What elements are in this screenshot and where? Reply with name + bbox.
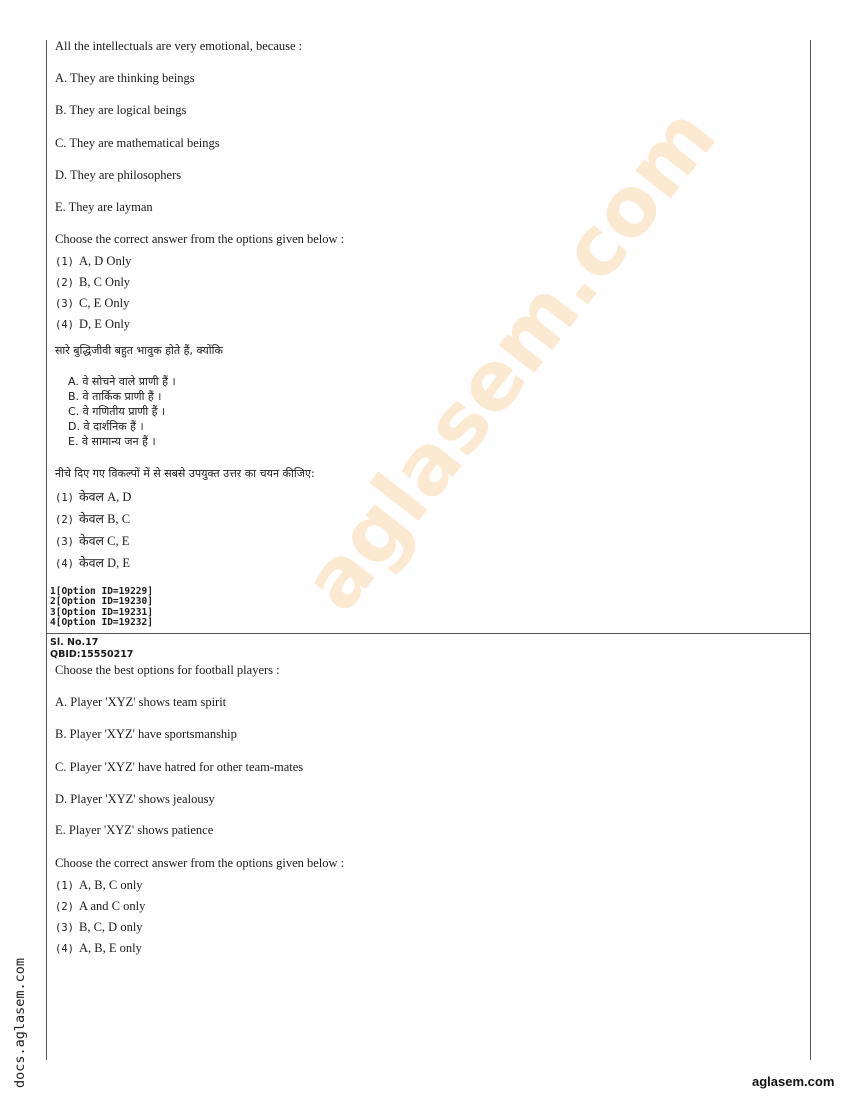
option-a: A. Player 'XYZ' shows team spirit (55, 695, 227, 709)
answer-number: (3) (55, 922, 74, 934)
answer-number: (2) (55, 901, 74, 913)
answer-text: A, D Only (79, 254, 132, 268)
option-e: E. They are layman (55, 200, 153, 214)
choose-instruction: Choose the correct answer from the options given below : (55, 232, 345, 246)
answer-choice (55, 899, 145, 914)
answer-number: (4) (55, 558, 74, 570)
answer-choice (55, 296, 129, 311)
option-c: C. Player 'XYZ' have hatred for other team-mates (55, 760, 304, 774)
answer-choice (55, 254, 131, 269)
option-d: D. They are philosophers (55, 168, 182, 182)
answer-text: केवल B, C (79, 512, 131, 526)
option-d-hindi: D. वे दार्शनिक हैं । (68, 420, 144, 433)
answer-text: केवल C, E (79, 534, 130, 548)
option-b: B. They are logical beings (55, 103, 187, 117)
question-bank-id: QBID:15550217 (50, 649, 134, 660)
question-text: Choose the best options for football players : (55, 663, 280, 677)
answer-text: केवल D, E (79, 556, 131, 570)
answer-text: B, C Only (79, 275, 131, 289)
option-b: B. Player 'XYZ' have sportsmanship (55, 727, 237, 741)
answer-number: (1) (55, 880, 74, 892)
answer-text: A, B, C only (79, 878, 143, 892)
answer-number: (3) (55, 536, 74, 548)
answer-choice-hindi (55, 554, 130, 571)
option-id: 2[Option ID=19230] (50, 596, 153, 607)
option-id: 1[Option ID=19229] (50, 586, 153, 597)
answer-text: B, C, D only (79, 920, 143, 934)
option-c: C. They are mathematical beings (55, 136, 220, 150)
answer-text: A and C only (79, 899, 146, 913)
answer-choice (55, 941, 142, 956)
option-a-hindi: A. वे सोचने वाले प्राणी हैं । (68, 375, 176, 388)
choose-instruction-hindi: नीचे दिए गए विकल्पों में से सबसे उपयुक्त उत्तर का चयन कीजिए: (55, 467, 315, 480)
serial-number: Sl. No.17 (50, 637, 99, 648)
page-frame-left (46, 40, 47, 1060)
answer-number: (4) (55, 943, 74, 955)
answer-number: (4) (55, 319, 74, 331)
option-a: A. They are thinking beings (55, 71, 195, 85)
question-text-hindi: सारे बुद्धिजीवी बहुत भावुक होते हैं, क्योंकि (55, 344, 223, 357)
choose-instruction: Choose the correct answer from the options given below : (55, 856, 345, 870)
answer-choice (55, 878, 143, 893)
option-id: 4[Option ID=19232] (50, 617, 153, 628)
answer-text: D, E Only (79, 317, 131, 331)
answer-number: (1) (55, 492, 74, 504)
option-d: D. Player 'XYZ' shows jealousy (55, 792, 215, 806)
answer-number: (2) (55, 514, 74, 526)
answer-number: (3) (55, 298, 74, 310)
answer-choice (55, 275, 130, 290)
answer-choice (55, 920, 143, 935)
watermark: aglasem.com (285, 90, 735, 629)
answer-number: (2) (55, 277, 74, 289)
side-url: docs.aglasem.com (12, 957, 28, 1088)
answer-text: C, E Only (79, 296, 130, 310)
question-divider (46, 633, 811, 634)
footer-brand: aglasem.com (752, 1074, 835, 1089)
answer-choice-hindi (55, 532, 129, 549)
question-text: All the intellectuals are very emotional, because : (55, 39, 303, 53)
option-e: E. Player 'XYZ' shows patience (55, 823, 214, 837)
option-b-hindi: B. वे तार्किक प्राणी हैं । (68, 390, 162, 403)
answer-text: A, B, E only (79, 941, 142, 955)
answer-choice (55, 317, 130, 332)
answer-number: (1) (55, 256, 74, 268)
answer-text: केवल A, D (79, 490, 132, 504)
answer-choice-hindi (55, 510, 130, 527)
page-frame-right (810, 40, 811, 1060)
option-id: 3[Option ID=19231] (50, 607, 153, 618)
answer-choice-hindi (55, 488, 131, 505)
option-e-hindi: E. वे सामान्य जन हैं । (68, 435, 156, 448)
option-c-hindi: C. वे गणितीय प्राणी हैं । (68, 405, 166, 418)
